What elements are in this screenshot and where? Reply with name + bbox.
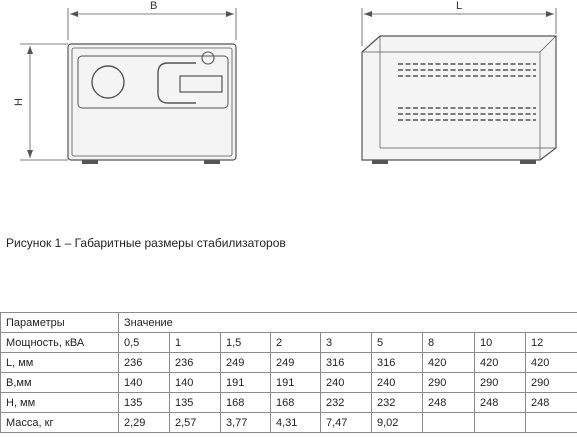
table-cell: 2,29 — [119, 413, 170, 433]
table-cell: 8 — [423, 333, 475, 353]
table-cell: 316 — [372, 353, 423, 373]
table-cell: 249 — [271, 353, 321, 373]
table-cell: 3,77 — [221, 413, 271, 433]
table-cell: 248 — [526, 393, 577, 413]
table-cell — [423, 413, 475, 433]
row-label: Мощность, кВА — [1, 333, 119, 353]
row-label: H, мм — [1, 393, 119, 413]
table-cell: 236 — [119, 353, 170, 373]
side-view — [362, 8, 556, 164]
table-cell: 168 — [271, 393, 321, 413]
table-row — [1, 373, 577, 393]
header-param: Параметры — [1, 313, 119, 333]
row-label: Масса, кг — [1, 413, 119, 433]
table-cell: 191 — [221, 373, 271, 393]
table-cell: 0,5 — [119, 333, 170, 353]
table-cell: 420 — [475, 353, 526, 373]
table-cell: 240 — [372, 373, 423, 393]
dimension-drawing — [0, 0, 577, 200]
table-cell: 3 — [321, 333, 372, 353]
height-label: H — [13, 98, 25, 106]
table-cell: 10 — [475, 333, 526, 353]
table-cell: 1,5 — [221, 333, 271, 353]
table-cell: 232 — [321, 393, 372, 413]
table-row — [1, 333, 577, 353]
table-cell: 168 — [221, 393, 271, 413]
table-cell: 1 — [170, 333, 221, 353]
table-row — [1, 393, 577, 413]
table-cell: 7,47 — [321, 413, 372, 433]
table-cell: 135 — [119, 393, 170, 413]
table-cell: 232 — [372, 393, 423, 413]
row-label: L, мм — [1, 353, 119, 373]
figure-caption: Рисунок 1 – Габаритные размеры стабилизаторов — [6, 236, 286, 250]
table-cell: 140 — [170, 373, 221, 393]
length-label: L — [456, 0, 463, 12]
table-cell: 2 — [271, 333, 321, 353]
table-cell: 290 — [526, 373, 577, 393]
table-cell: 12 — [526, 333, 577, 353]
table-cell: 4,31 — [271, 413, 321, 433]
table-cell: 236 — [170, 353, 221, 373]
table-cell: 135 — [170, 393, 221, 413]
table-row — [1, 353, 577, 373]
table-cell: 2,57 — [170, 413, 221, 433]
table-cell: 248 — [475, 393, 526, 413]
table-cell — [526, 413, 577, 433]
table-header-row — [1, 313, 577, 333]
table-cell: 248 — [423, 393, 475, 413]
width-label: B — [150, 0, 158, 12]
table-cell: 240 — [321, 373, 372, 393]
table-cell: 140 — [119, 373, 170, 393]
front-view — [20, 8, 236, 164]
table-cell: 420 — [423, 353, 475, 373]
table-row — [1, 413, 577, 433]
table-cell: 420 — [526, 353, 577, 373]
spec-table — [0, 312, 577, 433]
row-label: B,мм — [1, 373, 119, 393]
table-cell — [475, 413, 526, 433]
table-cell: 9,02 — [372, 413, 423, 433]
table-cell: 290 — [423, 373, 475, 393]
table-cell: 249 — [221, 353, 271, 373]
table-cell: 290 — [475, 373, 526, 393]
table-cell: 5 — [372, 333, 423, 353]
table-cell: 191 — [271, 373, 321, 393]
table-cell: 316 — [321, 353, 372, 373]
header-value: Значение — [119, 313, 577, 333]
